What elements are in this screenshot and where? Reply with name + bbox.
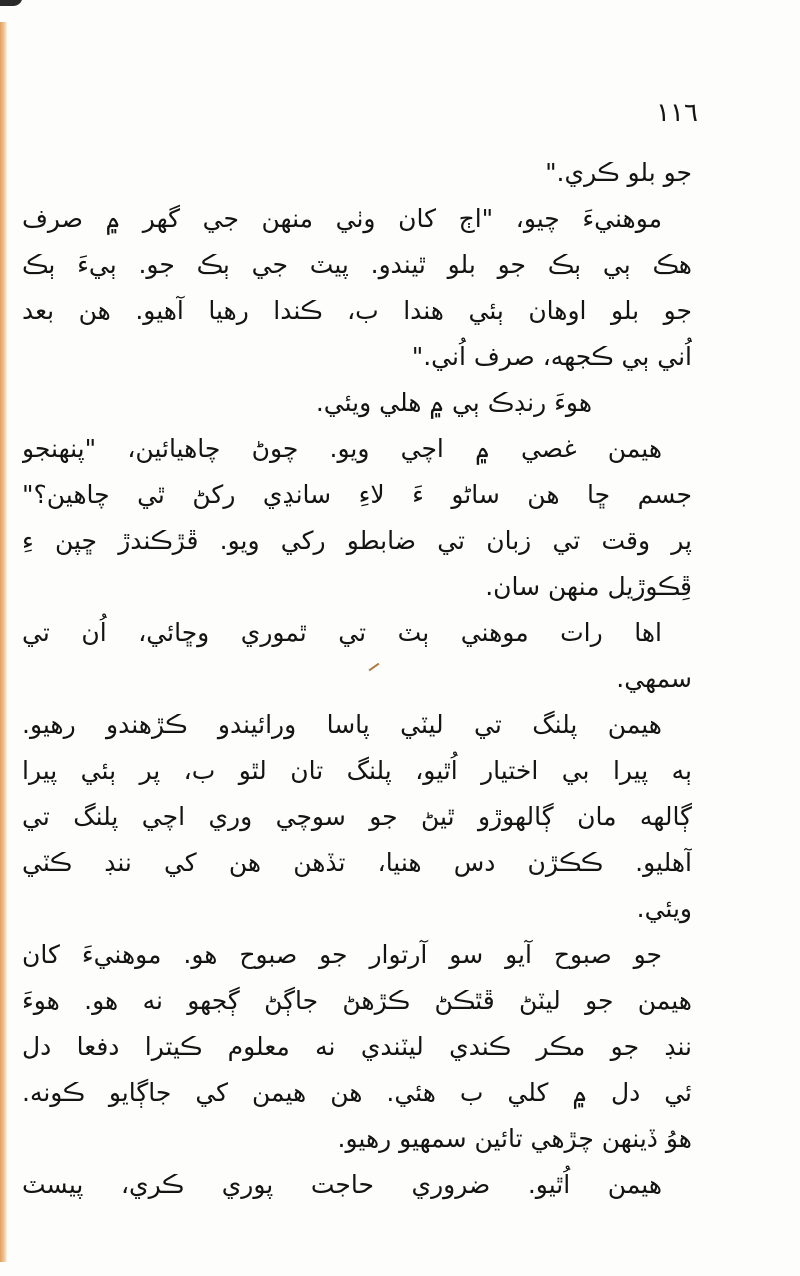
text-line: اُني ٻي ڪجهه، صرف اُني." bbox=[411, 342, 692, 371]
page-number: ١١٦ bbox=[656, 98, 698, 128]
text-line: هيمن جو ليٽڻ ڦٿڪڻ ڪڙهڻ جاڳڻ ڳجهو نه هو. هوءَ bbox=[22, 986, 692, 1015]
text-line: هيمن اُٿيو. ضروري حاجت پوري ڪري، پيسٽ bbox=[22, 1170, 662, 1199]
text-line: ويئي. bbox=[636, 894, 692, 923]
text-line: هيمن پلنگ تي ليٽي پاسا ورائيندو ڪڙهندو رهيو. bbox=[22, 710, 662, 739]
text-line: جو بلو اوهان ٻئي هندا ب، ڪندا رهيا آهيو. هن بعد bbox=[22, 296, 692, 325]
text-line: اها رات موهني ٻٽ تي ٿموري وڇائي، اُن تي bbox=[22, 618, 662, 647]
text-line: پر وقت تي زبان تي ضابطو رکي ويو. ڦڙڪندڙ ڇپن ءِ bbox=[22, 526, 692, 555]
text-line: ٻه پيرا بي اختيار اُٿيو، پلنگ تان لٿو ب، پر ٻئي پيرا bbox=[22, 756, 692, 785]
text-line: آهليو. ڪڪڙن دس هنيا، تڏهن هن کي ننڊ ڪٽي bbox=[22, 848, 692, 877]
text-line: سمهي. bbox=[616, 664, 692, 693]
text-line: جو بلو ڪري." bbox=[545, 158, 692, 187]
text-line: ڦِڪوڙيل منهن سان. bbox=[485, 572, 692, 601]
text-line: ئي دل ۾ کلي ب هئي. هن هيمن کي جاڳايو ڪونه. bbox=[22, 1078, 692, 1107]
text-line: هيمن غصي ۾ اچي ويو. چوڻ چاهيائين، "پنهنجو bbox=[22, 434, 662, 463]
page-corner-shadow bbox=[0, 0, 22, 6]
text-line: موهنيءَ چيو، "اڄ کان وٺي منهن جي گهر ۾ صرف bbox=[22, 204, 662, 233]
text-line: ننڊ جو مڪر ڪندي ليٽندي نه معلوم ڪيترا دفعا دل bbox=[22, 1032, 692, 1061]
text-line: ڳالهه مان ڳالهوڙو ٿيڻ جو سوچي وري اچي پلنگ تي bbox=[22, 802, 692, 831]
text-line: جسم ڇا هن ساڻو ءَ لاءِ سانڍي رکڻ ٿي چاهين؟" bbox=[22, 480, 692, 509]
book-spine-edge bbox=[0, 22, 7, 1262]
body-text bbox=[22, 150, 692, 1208]
text-line: هوُ ڏينهن چڙهي تائين سمهيو رهيو. bbox=[337, 1124, 692, 1153]
text-line: هوءَ رنڊڪ ٻي ۾ هلي ويئي. bbox=[315, 388, 592, 417]
text-line: هڪ ٻي ٻڪ جو بلو ٿيندو. پيٽ جي ٻڪ جو. ٻيءَ ٻڪ bbox=[22, 250, 692, 279]
text-line: جو صبوح آيو سو آرتوار جو صبوح هو. موهنيءَ کان bbox=[22, 940, 662, 969]
